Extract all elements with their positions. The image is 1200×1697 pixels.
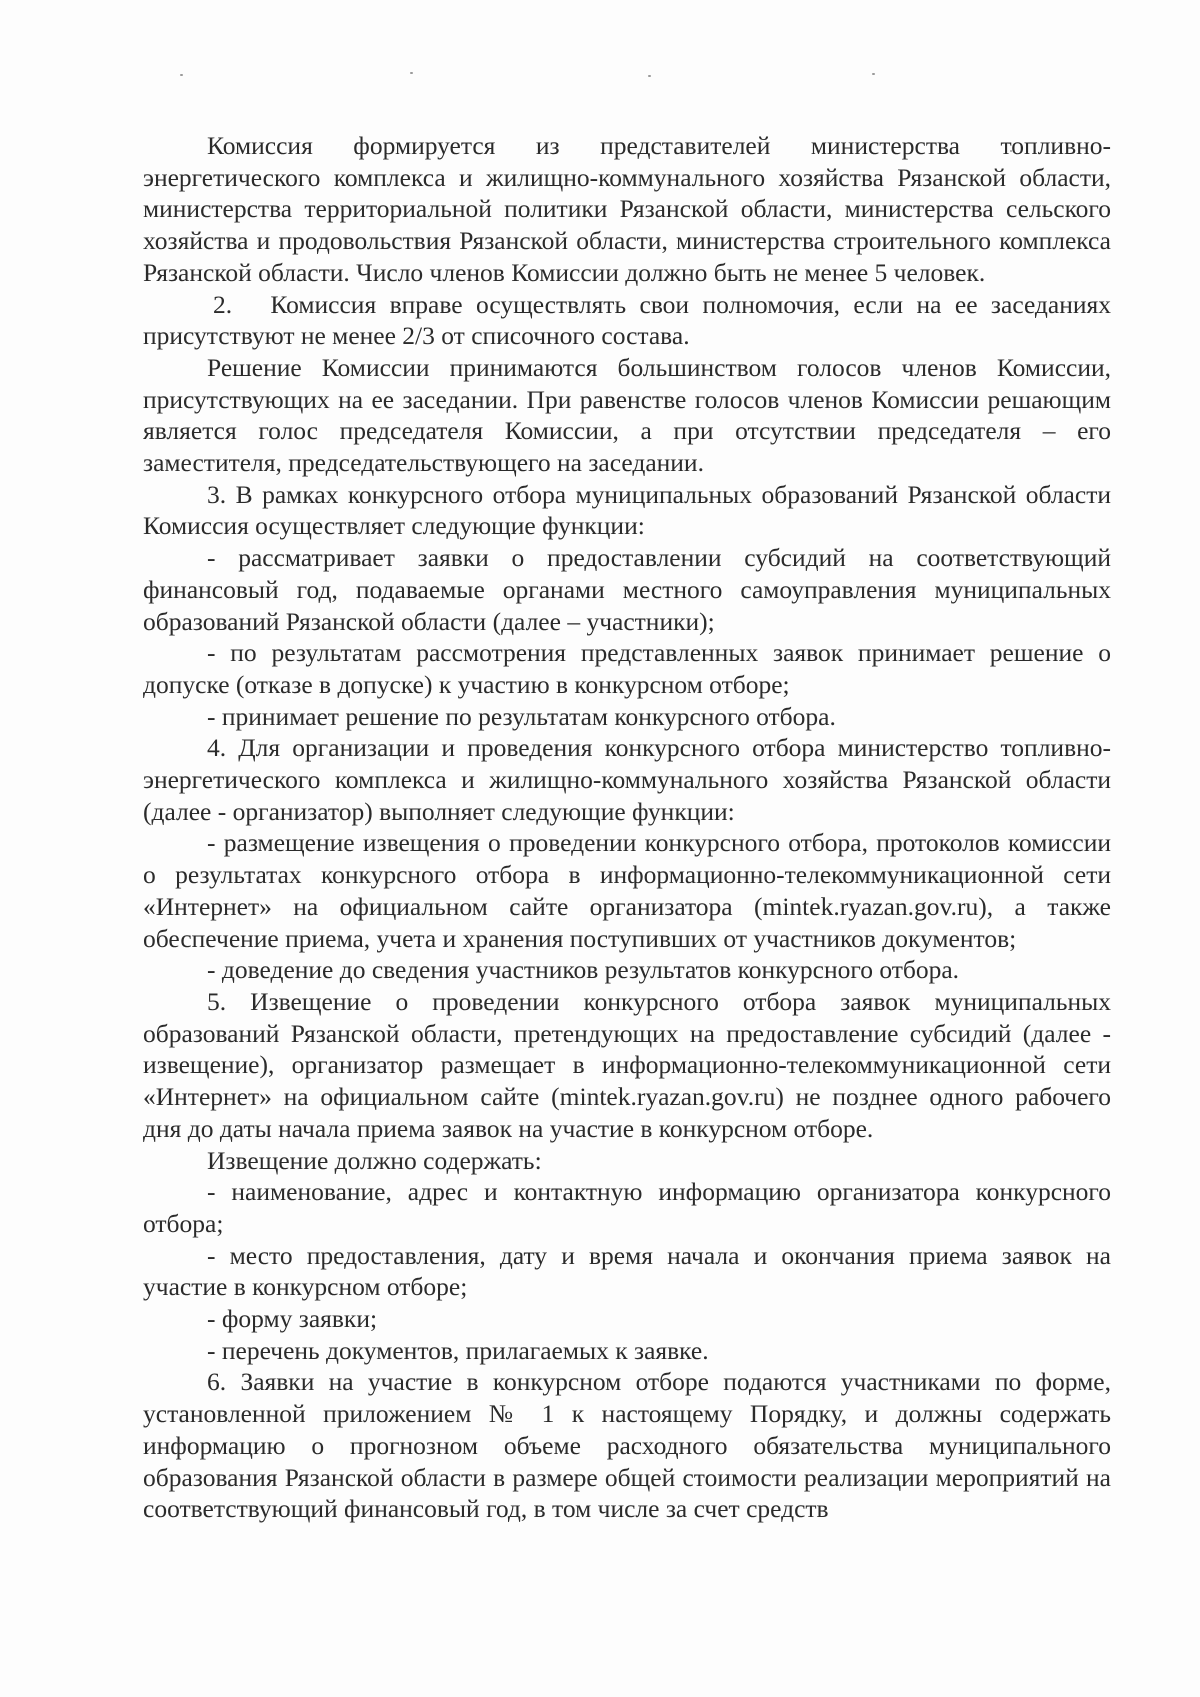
list-item-results-decision: - принимает решение по результатам конкурсного отбора. [207,701,836,731]
list-item-organizer-contacts: - наименование, адрес и контактную информацию организатора конкурсного отбора; [143,1177,1111,1238]
list-item-inform-participants: - доведение до сведения участников результатов конкурсного отбора. [207,955,960,985]
paragraph-commission-composition: Комиссия формируется из представителей министерства топливно-энергетического комплекса и жилищно-коммунального хозяйства Рязанской области, министерства территориальной политики Рязанской области, министерства сельского хозяйства и продовольствия Рязанской области, министерства строительного комплекса Рязанской области. Число членов Комиссии должно быть не менее 5 человек. [143,131,1111,287]
list-item-application-form: - форму заявки; [207,1304,378,1334]
paragraph-notice-contents: Извещение должно содержать: [207,1145,542,1175]
document-body [143,130,1111,1525]
paragraph-6-applications: 6. Заявки на участие в конкурсном отборе подаются участниками по форме, установленной приложением № 1 к настоящему Порядку, и должны содержать информацию о прогнозном объеме расходного обязательства муниципального образования Рязанской области в размере общей стоимости реализации мероприятий на соответствующий финансовый год, в том числе за счет средств [143,1367,1111,1524]
scan-speck [872,73,875,75]
paragraph-3-functions: 3. В рамках конкурсного отбора муниципальных образований Рязанской области Комиссия осуществляет следующие функции: [143,479,1111,541]
scan-speck [648,75,651,77]
paragraph-4-organizer: 4. Для организации и проведения конкурсного отбора министерство топливно-энергетического комплекса и жилищно-коммунального хозяйства Рязанской области (далее - организатор) выполняет следующие функции: [143,733,1111,826]
paragraph-5-notice: 5. Извещение о проведении конкурсного отбора заявок муниципальных образований Рязанской области, претендующих на предоставление субсидий (далее - извещение), организатор размещает в информационно-телекоммуникационной сети «Интернет» на официальном сайте (mintek.ryazan.gov.ru) не позднее одного рабочего дня до даты начала приема заявок на участие в конкурсном отборе. [143,986,1111,1143]
list-item-admission-decision: - по результатам рассмотрения представленных заявок принимает решение о допуске (отказе в допуске) к участию в конкурсном отборе; [143,638,1111,699]
paragraph-2-quorum: 2. Комиссия вправе осуществлять свои полномочия, если на ее заседаниях присутствуют не менее 2/3 от списочного состава. [143,289,1111,351]
list-item-documents-list: - перечень документов, прилагаемых к заявке. [207,1335,709,1365]
list-item-publish-notice: - размещение извещения о проведении конкурсного отбора, протоколов комиссии о результатах конкурсного отбора в информационно-телекоммуникационной сети «Интернет» на официальном сайте организатора (mintek.ryazan.gov.ru), а также обеспечение приема, учета и хранения поступивших от участников документов; [143,828,1111,953]
scan-speck [180,74,183,76]
list-item-review-applications: - рассматривает заявки о предоставлении субсидий на соответствующий финансовый год, подаваемые органами местного самоуправления муниципальных образований Рязанской области (далее – участники); [143,543,1111,636]
scan-speck [410,72,413,74]
paragraph-decisions: Решение Комиссии принимаются большинством голосов членов Комиссии, присутствующих на ее заседании. При равенстве голосов членов Комиссии решающим является голос председателя Комиссии, а при отсутствии председателя – его заместителя, председательствующего на заседании. [143,352,1111,478]
list-item-place-and-time: - место предоставления, дату и время начала и окончания приема заявок на участие в конкурсном отборе; [143,1240,1111,1302]
